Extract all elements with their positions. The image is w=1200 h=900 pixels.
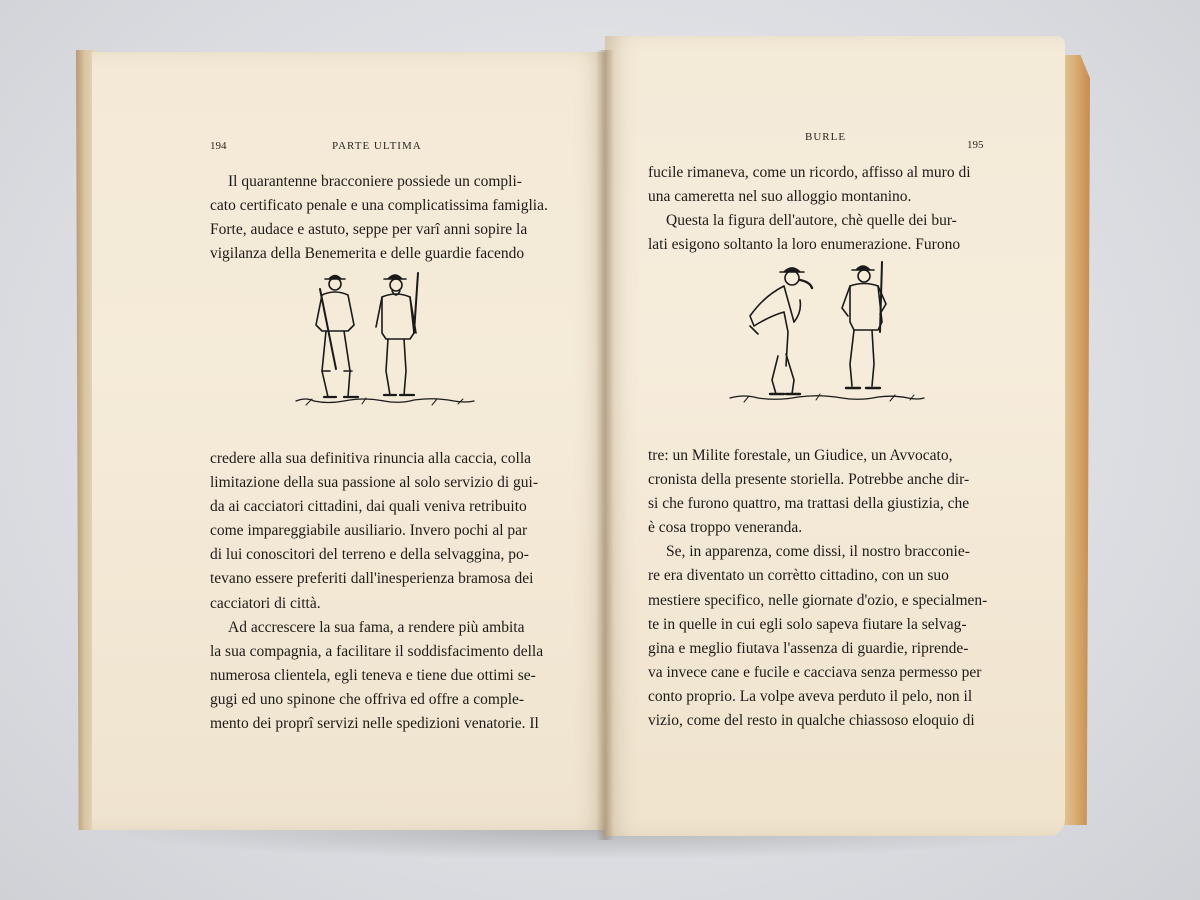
- text-line: vizio, come del resto in qualche chiassoso eloquio di: [648, 712, 975, 730]
- text-line: tre: un Milite forestale, un Giudice, un Avvocato,: [648, 447, 953, 464]
- text-line: conto proprio. La volpe aveva perduto il pelo, non il: [648, 687, 973, 705]
- text-line: cacciatori di città.: [210, 594, 321, 612]
- text-line: limitazione della sua passione al solo servizio di gui-: [210, 474, 539, 492]
- text-line: vigilanza della Benemerita e delle guardie facendo: [210, 245, 525, 263]
- book-gutter: [596, 50, 614, 840]
- text-line: Se, in apparenza, come dissi, il nostro bracconie-: [666, 543, 970, 561]
- text-line: numerosa clientela, egli teneva e tiene due ottimi se-: [210, 666, 536, 684]
- text-line: tevano essere preferiti dall'inesperienza bramosa dei: [210, 570, 534, 588]
- right-text-bottom: [648, 444, 988, 733]
- text-line: credere alla sua definitiva rinuncia alla caccia, colla: [210, 450, 532, 467]
- text-line: di lui conoscitori del terreno e della selvaggina, po-: [210, 546, 529, 564]
- text-line: cronista della presente storiella. Potrebbe anche dir-: [648, 471, 970, 489]
- text-line: re era diventato un corrètto cittadino, con un suo: [648, 567, 949, 585]
- text-line: Ad accrescere la sua fama, a rendere più ambita: [228, 618, 525, 636]
- text-line: Forte, audace e astuto, seppe per varî anni sopire la: [210, 221, 528, 239]
- text-line: una cameretta nel suo alloggio montanino.: [648, 188, 912, 206]
- text-line: la sua compagnia, a facilitare il soddisfacimento della: [210, 642, 544, 660]
- left-page-number: 194: [210, 140, 227, 152]
- text-line: gina e meglio fiutava l'assenza di guardie, riprende-: [648, 639, 969, 657]
- text-line: Questa la figura dell'autore, chè quelle dei bur-: [666, 212, 957, 230]
- left-text-bottom: [210, 447, 550, 736]
- text-line: si che furono quattro, ma trattasi della giustizia, che: [648, 495, 970, 513]
- left-page: [92, 52, 607, 830]
- text-line: gugi ed uno spinone che offriva ed offre a comple-: [210, 690, 525, 708]
- text-line: da ai cacciatori cittadini, dai quali veniva retribuito: [210, 498, 527, 516]
- text-line: mestiere specifico, nelle giornate d'ozio, e specialmen-: [648, 591, 988, 609]
- illustration-hunter-and-gentleman: [720, 258, 930, 428]
- text-line: Il quarantenne bracconiere possiede un compli-: [228, 173, 522, 190]
- text-line: fucile rimaneva, come un ricordo, affisso al muro di: [648, 164, 971, 181]
- right-page-number: 195: [967, 139, 984, 151]
- bleed-through-text: [214, 252, 554, 276]
- text-line: va invece cane e fucile e cacciava senza permesso per: [648, 663, 982, 681]
- right-running-head: BURLE: [805, 131, 847, 143]
- text-line: te in quelle in cui egli solo sapeva fiutare la selvag-: [648, 615, 967, 633]
- text-line: è cosa troppo veneranda.: [648, 519, 803, 537]
- text-line: mento dei proprî servizi nelle spedizioni venatorie. Il: [210, 715, 539, 733]
- text-line: cato certificato penale e una complicatissima famiglia.: [210, 197, 548, 215]
- right-text-top: [648, 161, 988, 257]
- right-page: [605, 36, 1065, 836]
- illustration-two-hunters: [282, 267, 492, 427]
- left-running-head: PARTE ULTIMA: [332, 140, 422, 152]
- text-line: lati esigono soltanto la loro enumerazione. Furono: [648, 236, 961, 254]
- text-line: come impareggiabile ausiliario. Invero pochi al par: [210, 522, 528, 540]
